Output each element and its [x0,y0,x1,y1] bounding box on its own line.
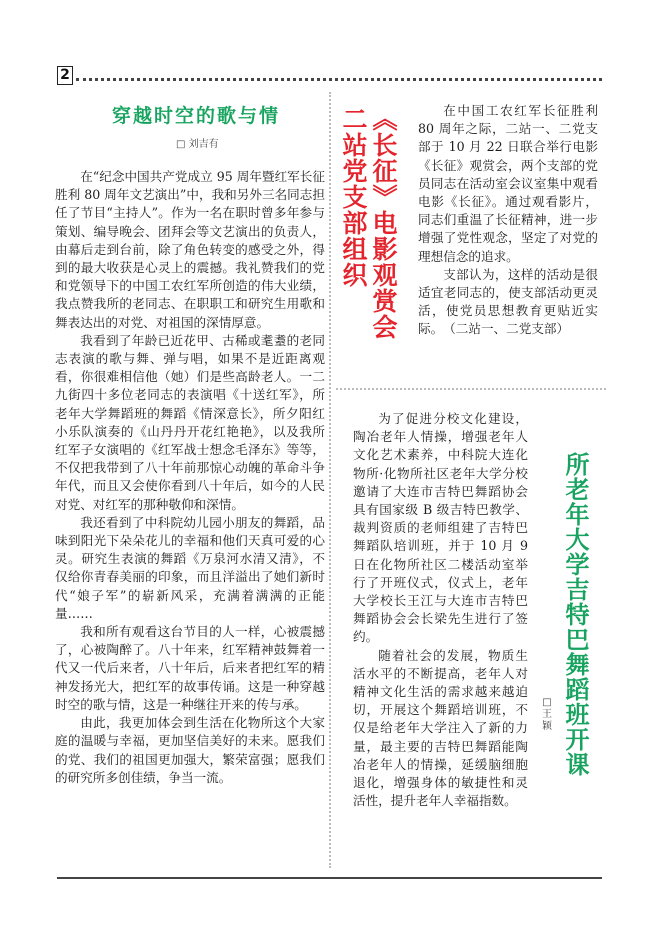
paragraph: 由此，我更加体会到生活在化物所这个大家庭的温暖与幸福，更加坚信美好的未来。愿我们的党、我们的祖国更加强大，繁荣富强；愿我们的研究所多创佳绩，争当一流。 [55,715,325,785]
paragraph: 我和所有观看这台节目的人一样，心被震撼了，心被陶醉了。八十年来，红军精神鼓舞着一代又一代后来者，八十年后，后来者把红军的精神发扬光大，把红军的故事传诵。这是一种穿越时空的歌与情，这是一种继往开来的传与承。 [55,624,325,712]
column-divider [329,92,331,868]
article-c-title: 所老年大学吉特巴舞蹈班开课 [561,452,589,777]
page-number: 2 [57,66,73,85]
paragraph: 支部认为，这样的活动是很适宜老同志的，使支部活动更灵活，使党员思想教育更贴近实际。 （二站一、二党支部） [418,266,598,337]
article-b-title: 《长征》电影观赏会 二站党支部组织 [339,106,398,340]
footer-rule [57,877,602,879]
paragraph: 我还看到了中科院幼儿园小朋友的舞蹈，品味到阳光下朵朵花儿的幸福和他们天真可爱的心灵。研究生表演的舞蹈《万泉河水清又清》，不仅给你青春美丽的印象，而且洋溢出了她们新时代“娘子军”的崭新风采，充满着满满的正能量…… [55,514,325,621]
article-a-body [55,168,325,787]
article-a-author: □ 刘吉有 [176,139,219,150]
paragraph: 随着社会的发展，物质生活水平的不断提高，老年人对精神文化生活的需求越来越迫切，开展这个舞蹈培训班，不仅是给老年大学注入了新的力量，最主要的吉特巴舞蹈能陶冶老年人的情操，延缓脑细胞退化，增强身体的敏捷性和灵活性，提升老年人幸福指数。 [353,647,528,809]
article-b-body [418,102,598,339]
article-c-author: □ 王颖 [542,697,552,732]
paragraph: 在“纪念中国共产党成立 95 周年暨红军长征胜利 80 周年文艺演出”中，我和另外三名同志担任了节目“主持人”。作为一名在职时曾多年参与策划、编导晚会、团拜会等文艺演出的负责人，由幕后走到台前，除了角色转变的感受之外，得到的最大收获是心灵上的震撼。我礼赞我们的党和党领导下的中国工农红军所创造的伟大业绩，我点赞我所的老同志、在职职工和研究生用歌和舞表达出的对党、对祖国的深情厚意。 [55,169,325,330]
article-c-body [353,410,528,810]
paragraph: 在中国工农红军长征胜利 80 周年之际，二站一、二党支部于 10 月 22 日联合举行电影《长征》观赏会，两个支部的党员同志在活动室会议室集中观看电影《长征》。通过观看影片，同志们重温了长征精神，进一步增强了党性观念，坚定了对党的理想信念的追求。 [418,103,598,264]
paragraph: 我看到了年龄已近花甲、古稀或耄耋的老同志表演的歌与舞、弹与唱，如果不是近距离观看，你很难相信他（她）们是些高龄老人。一二九街四十多位老同志的表演唱《十送红军》，所老年大学舞蹈班的舞蹈《情深意长》，所夕阳红小乐队演奏的《山丹丹开花红艳艳》，以及我所红军子女演唱的《红军战士想念毛泽东》等等，不仅把我带到了八十年前那惊心动魄的革命斗争年代，而且又会使你看到八十年后，如今的人民对党、对红军的那种敬仰和深情。 [55,332,325,512]
header-dotted-rule [76,78,602,81]
article-a-title: 穿越时空的歌与情 [111,105,280,127]
paragraph: 为了促进分校文化建设，陶冶老年人情操，增强老年人文化艺术素养，中科院大连化物所·化物所社区老年大学分校邀请了大连市吉特巴舞蹈协会具有国家级 B 级吉特巴教学、裁判资质的老师组建了吉特巴舞蹈队培训班，并于 10 月 9 日在化物所社区二楼活动室举行了开班仪式，仪式上，老年大学校长王江与大连市吉特巴舞蹈协会会长梁先生进行了签约。 [353,411,528,645]
section-divider [336,388,606,390]
